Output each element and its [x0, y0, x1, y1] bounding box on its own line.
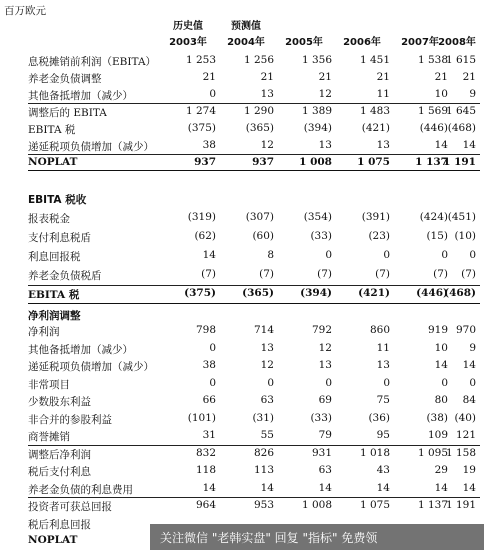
cell-value: 21	[260, 71, 274, 83]
row-label: 少数股东利益	[28, 396, 91, 408]
cell-value: 21	[318, 71, 332, 83]
cell-value: 798	[195, 324, 216, 336]
cell-value: 0	[325, 376, 332, 389]
cell-value: 13	[376, 139, 390, 151]
row-label: 利息回报税	[28, 251, 81, 263]
row-label: 养老金负债调整	[28, 73, 102, 85]
year-header: 2003年	[169, 37, 207, 48]
row-label: NOPLAT	[28, 534, 78, 546]
rule-line	[28, 170, 480, 171]
cell-value: 792	[311, 324, 332, 336]
cell-value: 14	[260, 481, 274, 494]
cell-value: 38	[202, 139, 216, 151]
cell-value: 38	[202, 359, 216, 371]
cell-value: 919	[427, 324, 448, 336]
cell-value: 13	[260, 341, 274, 354]
cell-value: 9	[469, 88, 476, 100]
cell-value: 12	[318, 88, 332, 100]
cell-value: 1 075	[359, 499, 390, 511]
cell-value: 0	[267, 376, 274, 389]
cell-value: 31	[202, 429, 216, 441]
cell-value: (468)	[444, 287, 476, 299]
row-label: 递延税项负债增加（减少）	[28, 141, 154, 153]
cell-value: 12	[318, 341, 332, 354]
row-label: 净利润	[28, 326, 60, 338]
rule-line	[28, 154, 480, 155]
cell-value: 1 256	[243, 54, 274, 66]
table-row	[0, 340, 484, 358]
cell-value: 1 569	[417, 105, 448, 117]
cell-value: 21	[434, 71, 448, 83]
section-title-ebita-tax: EBITA 税收	[28, 194, 87, 206]
cell-value: 11	[376, 341, 390, 354]
table-row	[0, 52, 484, 70]
table-row	[0, 410, 484, 428]
cell-value: (375)	[184, 287, 216, 299]
cell-value: 84	[462, 394, 476, 406]
cell-value: 0	[209, 376, 216, 389]
cell-value: 937	[194, 156, 216, 168]
cell-value: 1 018	[359, 446, 390, 459]
cell-value: 1 008	[301, 499, 332, 511]
cell-value: 1 191	[443, 156, 476, 168]
cell-value: 14	[376, 481, 390, 494]
table-row	[0, 427, 484, 445]
cell-value: 14	[434, 359, 448, 371]
row-label: 其他备抵增加（减少）	[28, 343, 133, 356]
cell-value: (38)	[426, 411, 448, 424]
row-label: 投资者可获总回报	[28, 501, 112, 513]
row-label: 递延税项负债增加（减少）	[28, 361, 154, 373]
table-row	[0, 69, 484, 87]
cell-value: (424)	[419, 211, 448, 223]
cell-value: 75	[376, 394, 390, 406]
cell-value: 63	[260, 394, 274, 406]
cell-value: 79	[318, 429, 332, 441]
cell-value: 1 645	[445, 105, 476, 117]
cell-value: (468)	[447, 122, 476, 134]
cell-value: 1 008	[299, 156, 332, 168]
table-row	[0, 445, 484, 463]
unit-label: 百万欧元	[4, 5, 46, 17]
cell-value: (36)	[368, 411, 390, 424]
cell-value: 21	[376, 71, 390, 83]
table-row	[0, 86, 484, 104]
table-row	[0, 462, 484, 480]
row-label: 其他备抵增加（减少）	[28, 90, 133, 102]
cell-value: 1 356	[301, 54, 332, 66]
cell-value: 10	[434, 341, 448, 354]
cell-value: 970	[455, 324, 476, 336]
cell-value: 1 274	[185, 105, 216, 117]
cell-value: 63	[318, 464, 332, 476]
header-forecast: 预测值	[231, 21, 261, 32]
cell-value: 1 483	[359, 105, 390, 117]
table-row	[0, 209, 484, 227]
cell-value: 21	[202, 71, 216, 83]
cell-value: (394)	[300, 287, 332, 299]
cell-value: (451)	[447, 211, 476, 223]
cell-value: 10	[434, 88, 448, 100]
cell-value: 0	[469, 249, 476, 261]
table-row	[0, 266, 484, 284]
cell-value: 0	[441, 249, 448, 261]
cell-value: (10)	[454, 230, 476, 242]
cell-value: (33)	[310, 230, 332, 242]
cell-value: 69	[318, 394, 332, 406]
cell-value: 860	[369, 324, 390, 336]
year-header: 2007年	[401, 37, 439, 48]
cell-value: 1 137	[417, 499, 448, 511]
year-header: 2006年	[343, 37, 381, 48]
cell-value: (421)	[358, 287, 390, 299]
table-row	[0, 375, 484, 393]
header-historical: 历史值	[173, 21, 203, 32]
cell-value: 80	[434, 394, 448, 406]
cell-value: (101)	[187, 411, 216, 424]
table-row	[0, 357, 484, 375]
cell-value: (319)	[187, 211, 216, 223]
table-row	[0, 120, 484, 138]
cell-value: 1 095	[417, 446, 448, 459]
cell-value: 13	[318, 139, 332, 151]
cell-value: 0	[383, 249, 390, 261]
cell-value: 937	[252, 156, 274, 168]
cell-value: 826	[253, 446, 274, 459]
cell-value: 21	[462, 71, 476, 83]
cell-value: 14	[462, 359, 476, 371]
cell-value: 0	[383, 376, 390, 389]
cell-value: (60)	[252, 230, 274, 242]
cell-value: 118	[195, 464, 216, 476]
table-row	[0, 392, 484, 410]
row-label: 税后利息回报	[28, 518, 91, 531]
table-row	[0, 228, 484, 246]
cell-value: 29	[434, 464, 448, 476]
cell-value: 0	[441, 376, 448, 389]
row-label: 息税摊销前利润（EBITA）	[28, 56, 157, 68]
cell-value: 9	[469, 341, 476, 354]
row-label: 报表税金	[28, 213, 70, 225]
cell-value: 55	[260, 429, 274, 441]
cell-value: (307)	[245, 211, 274, 223]
rule-line	[28, 285, 480, 286]
rule-line	[28, 497, 480, 498]
cell-value: (365)	[242, 287, 274, 299]
cell-value: (40)	[454, 411, 476, 424]
row-label: 非合并的参股利益	[28, 413, 112, 426]
cell-value: 0	[325, 249, 332, 261]
cell-value: 14	[202, 481, 216, 494]
cell-value: (7)	[433, 268, 448, 280]
cell-value: 1 137	[415, 156, 448, 168]
row-label: 商誉摊销	[28, 431, 70, 443]
table-row	[0, 103, 484, 121]
table-row	[0, 137, 484, 155]
cell-value: (62)	[194, 230, 216, 242]
cell-value: 1 615	[445, 54, 476, 66]
table-row	[0, 247, 484, 265]
cell-value: (446)	[416, 287, 448, 299]
cell-value: 113	[253, 464, 274, 476]
cell-value: 8	[267, 249, 274, 261]
cell-value: (7)	[375, 268, 390, 280]
watermark-text: 关注微信 "老韩实盘" 回复 "指标" 免费领	[160, 531, 378, 545]
row-label: EBITA 税	[28, 289, 80, 301]
cell-value: 1 451	[359, 54, 390, 66]
table-row	[0, 480, 484, 498]
cell-value: 13	[376, 359, 390, 371]
cell-value: (15)	[426, 230, 448, 242]
cell-value: (446)	[419, 122, 448, 134]
section-title-net-income: 净利润调整	[28, 310, 81, 322]
year-header: 2004年	[227, 37, 265, 48]
cell-value: 1 191	[445, 499, 476, 511]
cell-value: (375)	[187, 122, 216, 134]
cell-value: 0	[209, 88, 216, 100]
cell-value: (354)	[303, 211, 332, 223]
rule-line	[28, 445, 480, 446]
cell-value: 14	[434, 481, 448, 494]
cell-value: 14	[318, 481, 332, 494]
cell-value: 1 253	[185, 54, 216, 66]
cell-value: 1 290	[243, 105, 274, 117]
cell-value: 121	[455, 429, 476, 441]
cell-value: 12	[260, 359, 274, 371]
cell-value: (421)	[361, 122, 390, 134]
cell-value: (391)	[361, 211, 390, 223]
table-row	[0, 285, 484, 303]
cell-value: 714	[253, 324, 274, 336]
year-header: 2005年	[285, 37, 323, 48]
row-label: 税后支付利息	[28, 466, 91, 478]
cell-value: 14	[434, 139, 448, 151]
cell-value: 1 538	[417, 54, 448, 66]
cell-value: (365)	[245, 122, 274, 134]
cell-value: 1 158	[445, 446, 476, 459]
cell-value: 13	[318, 359, 332, 371]
cell-value: 1 389	[301, 105, 332, 117]
cell-value: 43	[376, 464, 390, 476]
cell-value: 0	[209, 341, 216, 354]
cell-value: 14	[202, 249, 216, 261]
row-label: NOPLAT	[28, 156, 78, 168]
rule-line	[28, 303, 480, 304]
year-header: 2008年	[438, 37, 476, 48]
cell-value: 0	[469, 376, 476, 389]
table-row	[0, 497, 484, 515]
cell-value: 953	[253, 499, 274, 511]
row-label: 支付利息税盾	[28, 232, 91, 244]
cell-value: (7)	[317, 268, 332, 280]
cell-value: 19	[462, 464, 476, 476]
cell-value: 14	[462, 481, 476, 494]
cell-value: (7)	[461, 268, 476, 280]
cell-value: 12	[260, 139, 274, 151]
row-label: 调整后的 EBITA	[28, 107, 107, 119]
cell-value: 13	[260, 88, 274, 100]
cell-value: 66	[202, 394, 216, 406]
cell-value: 95	[376, 429, 390, 441]
row-label: 调整后净利润	[28, 448, 91, 461]
cell-value: (33)	[310, 411, 332, 424]
table-row	[0, 322, 484, 340]
cell-value: (23)	[368, 230, 390, 242]
cell-value: 14	[462, 139, 476, 151]
cell-value: (7)	[259, 268, 274, 280]
row-label: EBITA 税	[28, 124, 76, 136]
rule-line	[28, 103, 480, 104]
cell-value: (394)	[303, 122, 332, 134]
cell-value: (7)	[201, 268, 216, 280]
cell-value: (31)	[252, 411, 274, 424]
cell-value: 931	[311, 446, 332, 459]
row-label: 养老金负债税盾	[28, 270, 102, 282]
row-label: 非常项目	[28, 378, 70, 391]
cell-value: 11	[376, 88, 390, 100]
cell-value: 964	[195, 499, 216, 511]
cell-value: 832	[195, 446, 216, 459]
cell-value: 109	[427, 429, 448, 441]
row-label: 养老金负债的利息费用	[28, 483, 133, 496]
cell-value: 1 075	[357, 156, 390, 168]
